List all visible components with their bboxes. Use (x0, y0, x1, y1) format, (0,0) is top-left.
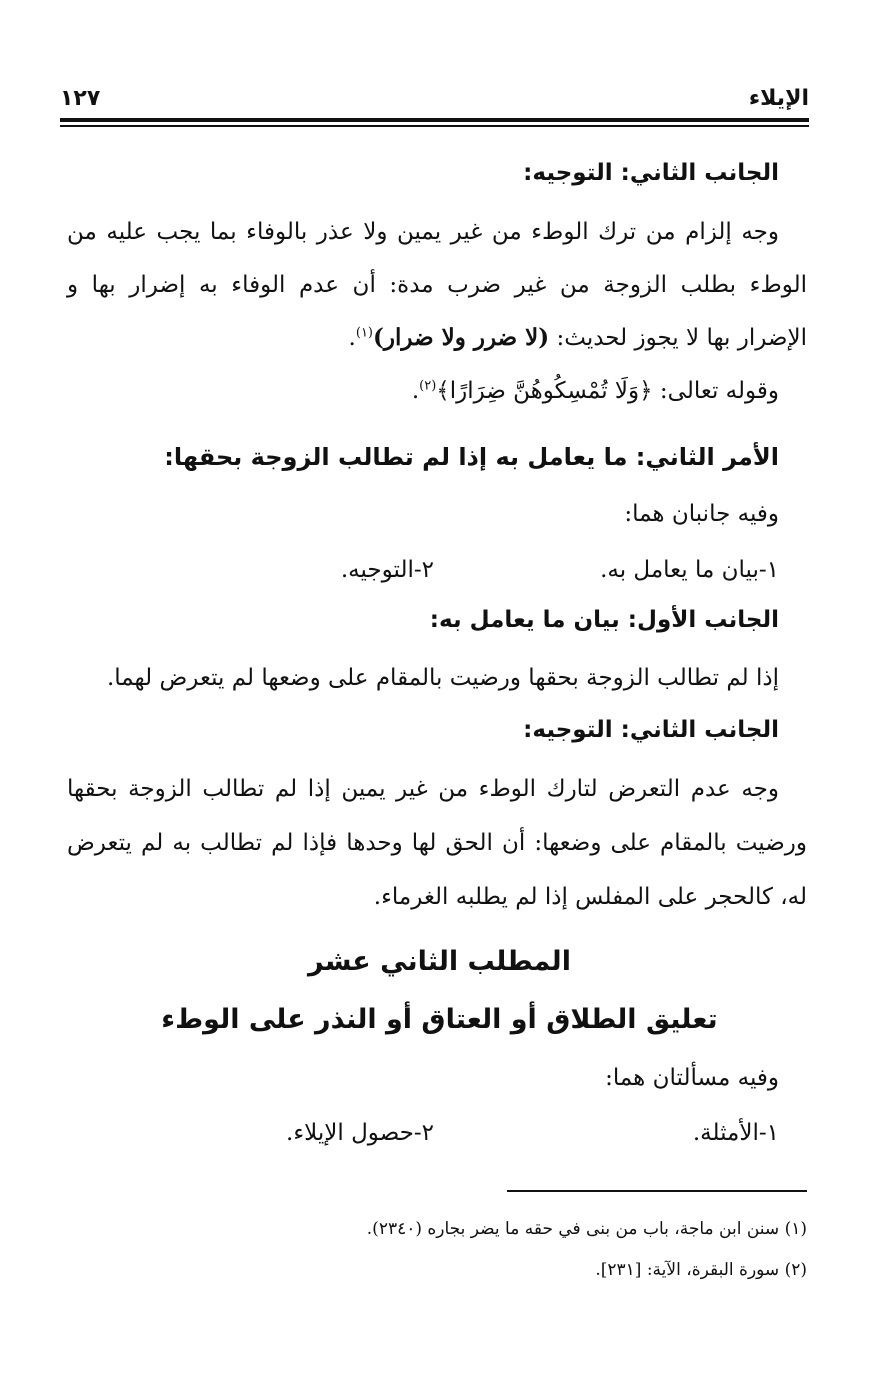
footnote: (٢) سورة البقرة، الآية: [٢٣١]. (595, 1260, 807, 1280)
chapter-section-subtitle: تعليق الطلاق أو العتاق أو النذر على الوطء (161, 1004, 718, 1035)
section-heading: الجانب الثاني: التوجيه: (523, 160, 779, 186)
list-item: ٢-التوجيه. (340, 557, 434, 583)
text-run: وقوله تعالى: (652, 378, 779, 404)
chapter-section-title: المطلب الثاني عشر (308, 946, 571, 977)
paragraph-line: إذا لم تطالب الزوجة بحقها ورضيت بالمقام على وضعها لم يتعرض لهما. (106, 665, 779, 691)
paragraph-line (67, 321, 807, 355)
footnote: (١) سنن ابن ماجة، باب من بنى في حقه ما يضر بجاره (٢٣٤٠). (366, 1219, 807, 1239)
section-heading: الجانب الثاني: التوجيه: (523, 717, 779, 743)
paragraph-line: له، كالحجر على المفلس إذا لم يطلبه الغرماء. (373, 884, 807, 910)
paragraph-line: وفيه مسألتان هما: (605, 1065, 779, 1091)
text-run: . (411, 378, 420, 404)
paragraph-line: الوطء بطلب الزوجة من غير ضرب مدة: أن عدم الوفاء به إضرار بها و (67, 272, 807, 298)
section-heading: الأمر الثاني: ما يعامل به إذا لم تطالب الزوجة بحقها: (164, 443, 779, 471)
text-run: الإضرار بها لا يجوز لحديث: (549, 325, 807, 351)
section-heading: الجانب الأول: بيان ما يعامل به: (429, 607, 779, 633)
page-number: ١٢٧ (60, 86, 101, 111)
paragraph-line: ورضيت بالمقام على وضعها: أن الحق لها وحدها فإذا لم تطالب به لم يتعرض (67, 830, 807, 856)
list-item: ٢-حصول الإيلاء. (286, 1120, 434, 1146)
paragraph-line: وجه عدم التعرض لتارك الوطء من غير يمين إذا لم تطالب الزوجة بحقها (67, 776, 779, 802)
text-run: . (348, 325, 356, 351)
header-rule-thick (60, 118, 809, 122)
hadith-quote: (لا ضرر ولا ضرار) (373, 324, 550, 351)
chapter-title: الإيلاء (748, 86, 809, 111)
header-rule-thin (60, 125, 809, 127)
list-item: ١-الأمثلة. (692, 1120, 779, 1146)
paragraph-line: وفيه جانبان هما: (624, 501, 779, 527)
footnote-separator (507, 1190, 807, 1192)
running-header (60, 80, 809, 120)
footnote-ref: (١) (355, 325, 373, 341)
paragraph-line (79, 374, 779, 408)
quran-verse: ﴿وَلَا تُمْسِكُوهُنَّ ضِرَارًا﴾ (436, 378, 653, 404)
paragraph-line: وجه إلزام من ترك الوطء من غير يمين ولا عذر بالوفاء بما يجب عليه من (67, 219, 779, 245)
footnote-ref: (٢) (419, 378, 437, 394)
list-item: ١-بيان ما يعامل به. (600, 557, 779, 583)
